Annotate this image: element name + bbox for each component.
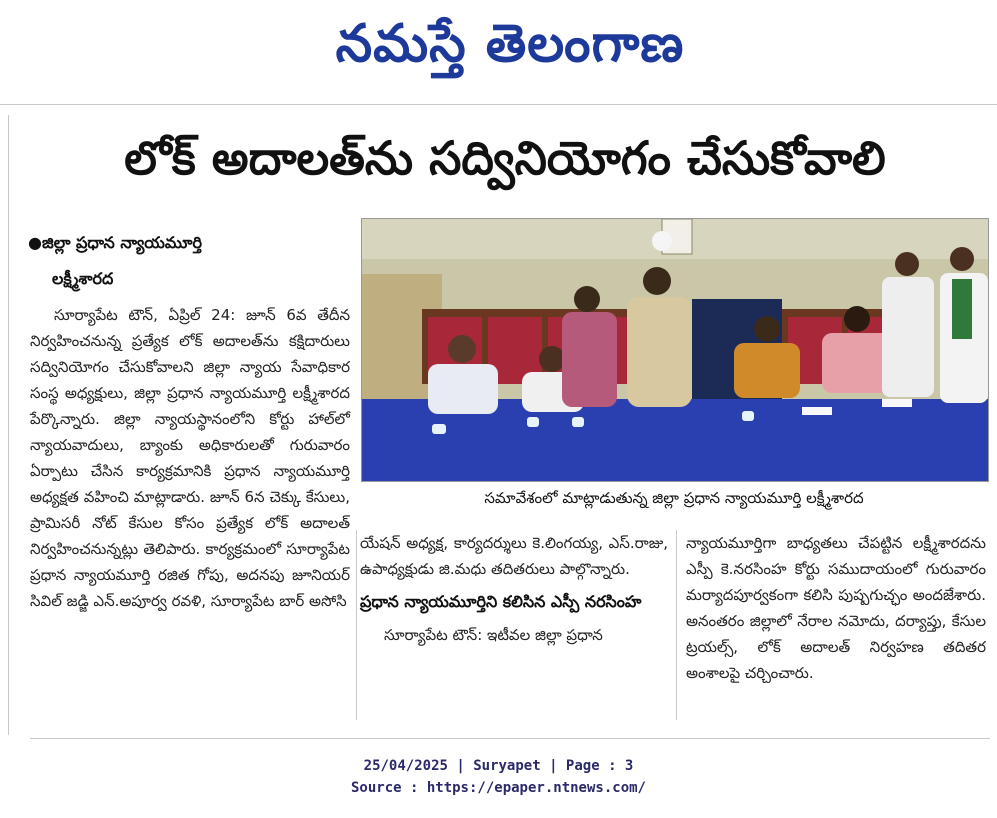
column-divider-1 <box>356 530 357 720</box>
photo-caption: సమావేశంలో మాట్లాడుతున్న జిల్లా ప్రధాన న్యాయమూర్తి లక్ష్మీశారద <box>484 489 864 507</box>
article-paragraph: సూర్యాపేట టౌన్, ఏప్రిల్ 24: జూన్ 6వ తేదీన నిర్వహించనున్న ప్రత్యేక లోక్ అదాలత్‌ను కక్షిదారులు సద్వినియోగం చేసుకోవాలని జిల్లా న్యాయ సేవాధికార సంస్థ అధ్యక్షులు, జిల్లా ప్రధాన న్యాయమూర్తి లక్ష్మీశారద పేర్కొన్నారు. జిల్లా న్యాయస్థానంలోని కోర్టు హాల్‌లో న్యాయవాదులు, బ్యాంకు అధికారులతో గురువారం ఏర్పాటు చేసిన కార్యక్రమానికి ప్రధాన న్యాయమూర్తి అధ్యక్షత వహించి మాట్లాడారు. జూన్ 6న చెక్కు కేసులు, ప్రామిసరీ నోట్ కేసుల కోసం ప్రత్యేక లోక్ అదాలత్ నిర్వహించనున్నట్లు తెలిపారు. కార్యక్రమంలో సూర్యాపేట ప్రధాన న్యాయమూర్తి రజిత గోపు, అదనపు జూనియర్ సివిల్ జడ్జి ఎన్.అపూర్వ రవళి, సూర్యాపేట బార్ అసోసి <box>30 306 350 610</box>
headline: లోక్ అదాలత్‌ను సద్వినియోగం చేసుకోవాలి <box>124 131 886 185</box>
article-column-2 <box>360 530 668 648</box>
subhead <box>28 225 358 297</box>
top-divider <box>0 104 997 105</box>
photo-illustration <box>362 219 988 481</box>
article-paragraph: న్యాయమూర్తిగా బాధ్యతలు చేపట్టిన లక్ష్మీశారదను ఎస్పీ కె.నరసింహ కోర్టు సముదాయంలో గురువారం మర్యాదపూర్వకంగా కలిసి పుష్పగుచ్ఛం అందజేశారు. అనంతరం జిల్లాలో నేరాల నమోదు, దర్యాప్తు, కేసుల ట్రయల్స్, లోక్ అదాలత్ నిర్వహణ తదితర అంశాలపై చర్చించారు. <box>686 534 986 682</box>
footer-date-edition: 25/04/2025 | Suryapet | Page : 3 <box>363 758 634 774</box>
column-divider-2 <box>676 530 677 720</box>
masthead-logo: నమస్తే తెలంగాణ <box>335 14 685 74</box>
bottom-divider <box>30 738 990 739</box>
footer-source: Source : https://epaper.ntnews.com/ <box>350 780 646 796</box>
news-photo <box>361 218 989 482</box>
article-paragraph: సూర్యాపేట టౌన్: ఇటీవల జిల్లా ప్రధాన <box>384 626 603 644</box>
article-column-1 <box>30 302 350 614</box>
bullet-icon: ● <box>28 233 42 252</box>
left-margin-line <box>8 115 9 735</box>
article-paragraph: యేషన్ అధ్యక్ష, కార్యదర్శులు కె.లింగయ్య, ఎస్.రాజు, ఉపాధ్యక్షుడు జి.మధు తదితరులు పాల్గొన్నారు. <box>360 534 668 578</box>
subhead-line2: లక్ష్మీశారద <box>52 269 114 288</box>
secondary-headline: ప్రధాన న్యాయమూర్తిని కలిసిన ఎస్పీ నరసింహ <box>360 592 642 611</box>
subhead-line1: జిల్లా ప్రధాన న్యాయమూర్తి <box>42 233 202 252</box>
article-column-3 <box>686 530 986 686</box>
